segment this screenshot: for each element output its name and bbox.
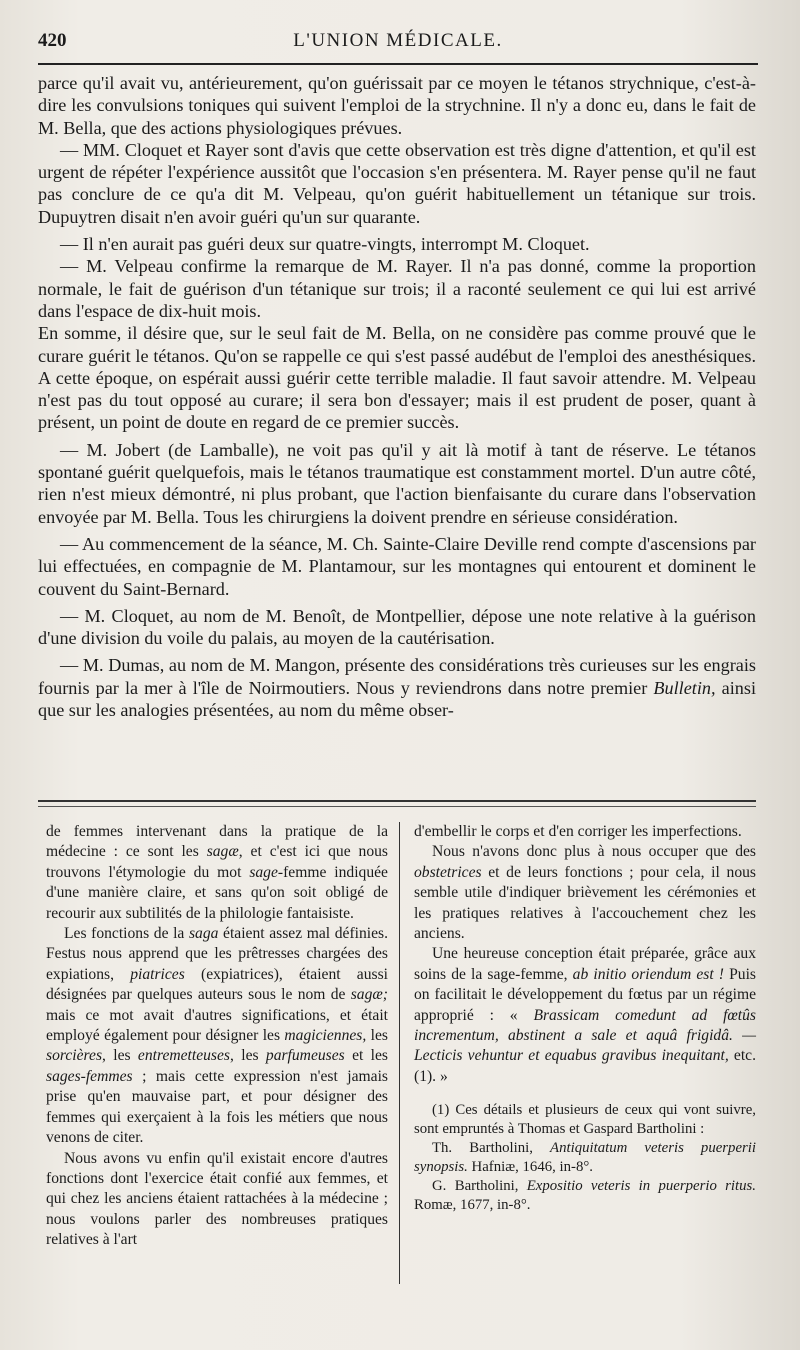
right-column (414, 822, 756, 1215)
paragraph: En somme, il désire que, sur le seul fait de M. Bella, on ne considère pas comme prouvé que le curare guérit le tétanos. Qu'on se rappelle ce qui s'est passé audébut de l'emploi des anesthésiques. A cette époque, on espérait aussi guérir cette terrible maladie. Il faut savoir attendre. M. Velpeau n'est pas du tout opposé au curare; il sera bon d'essayer; mais il est prudent de poser, quant à présent, un point de doute en regard de ce premier succès. (38, 323, 756, 433)
paragraph: de femmes intervenant dans la pratique de la médecine : ce sont les sagæ, et c'est ici que nous trouvons l'étymologie du mot sage-femme indiquée d'une manière claire, et sans qu'on soit obligé de recourir aux subtilités de la philologie fantaisiste. (46, 823, 388, 922)
paragraph: — MM. Cloquet et Rayer sont d'avis que cette observation est très digne d'attention, et qu'il est urgent de répéter l'expérience aussitôt que l'occasion s'en présentera. M. Rayer pense qu'il ne faut pas conclure de ce qu'a dit M. Velpeau, qu'on guérit habituellement un tétanique sur trois. Dupuytren disait n'en avoir guéri qu'un sur quarante. (38, 139, 756, 227)
left-column (46, 822, 388, 1251)
paragraph: — Il n'en aurait pas guéri deux sur quatre-vingts, interrompt M. Cloquet. (60, 234, 590, 255)
running-title: L'UNION MÉDICALE. (293, 30, 503, 51)
paragraph: — Au commencement de la séance, M. Ch. Sainte-Claire Deville rend compte d'ascensions par lui effectuées, en compagnie de M. Plantamour, sur les montagnes qui entourent et dominent le couvent du Saint-Bernard. (38, 533, 756, 599)
paragraph: — M. Cloquet, au nom de M. Benoît, de Montpellier, dépose une note relative à la guérison d'une division du voile du palais, au moyen de la cautérisation. (38, 605, 756, 649)
page-number: 420 (38, 30, 67, 51)
column-divider (399, 822, 400, 1284)
italic-text: Bulletin, (653, 677, 716, 698)
paragraph: d'embellir le corps et d'en corriger les imperfections. (414, 823, 742, 840)
footnote: (1) Ces détails et plusieurs de ceux qui vont suivre, sont empruntés à Thomas et Gaspard Bartholini : (414, 1102, 756, 1138)
footnote-separator (414, 1087, 756, 1101)
footnotes (414, 1101, 756, 1215)
footnote: Th. Bartholini, Antiquitatum veteris puerperii synopsis. Hafniæ, 1646, in-8°. (414, 1140, 756, 1176)
paragraph: Les fonctions de la saga étaient assez mal définies. Festus nous apprend que les prêtresses chargées des expiations, piatrices (expiatrices), étaient aussi désignées par quelques auteurs sous le nom de sagæ; mais ce mot avait d'autres significations, et était employé également pour désigner les magiciennes, les sorcières, les entremetteuses, les parfumeuses et les sages-femmes ; mais cette expression n'est jamais prise qu'en mauvaise part, et pour désigner des femmes qui exerçaient à la fois les métiers que nous venons de citer. (46, 925, 388, 1147)
section-divider (38, 800, 756, 807)
page-header (38, 30, 758, 60)
header-rule (38, 63, 758, 65)
paragraph: — M. Dumas, au nom de M. Mangon, présente des considérations très curieuses sur les engrais fournis par la mer à l'île de Noirmoutiers. Nous y reviendrons dans notre premier Bulletin, ainsi que sur les analogies présentées, au nom du même obser- (38, 655, 757, 721)
main-text (38, 72, 756, 721)
paragraph: — M. Jobert (de Lamballe), ne voit pas qu'il y ait là motif à tant de réserve. Le tétanos spontané guérit quelquefois, mais le tétanos traumatique est constamment mortel. D'un autre côté, rien n'est mieux démontré, ni plus probant, que l'action bienfaisante du curare dans l'observation envoyée par M. Bella. Tous les chirurgiens la doivent prendre en sérieuse considération. (38, 439, 756, 527)
paragraph: Nous n'avons donc plus à nous occuper que des obstetrices et de leurs fonctions ; pour cela, il nous semble utile d'indiquer brièvement les cérémonies et les pratiques relatives à l'accouchement chez les anciens. (414, 843, 756, 943)
paragraph: Une heureuse conception était préparée, grâce aux soins de la sage-femme, ab initio oriendum est ! Puis on facilitait le développement du fœtus par un régime approprié : « Brassicam comedunt ad fœtûs incrementum, abstinent a sale et aquâ frigidâ. — Lecticis vehuntur et equabus gravibus inequitant, etc. (1). » (414, 945, 757, 1085)
paragraph: Nous avons vu enfin qu'il existait encore d'autres fonctions dont l'exercice était confié aux femmes, et qui chez les anciens étaient rattachées à la médecine ; nous voulons parler des nombreuses pratiques relatives à l'art (46, 1149, 388, 1249)
paragraph: — M. Velpeau confirme la remarque de M. Rayer. Il n'a pas donné, comme la proportion normale, le fait de guérison d'un tétanique sur trois; il a raconté seulement ce qui lui est arrivé dans l'espace de dix-huit mois. (38, 256, 756, 321)
paragraph: parce qu'il avait vu, antérieurement, qu'on guérissait par ce moyen le tétanos strychnique, c'est-à-dire les convulsions toniques qui suivent l'emploi de la strychnine. Il n'y a donc eu, dans le fait de M. Bella, que des actions physiologiques prévues. (38, 73, 756, 138)
footnote: G. Bartholini, Expositio veteris in puerperio ritus. Romæ, 1677, in-8°. (414, 1178, 756, 1214)
